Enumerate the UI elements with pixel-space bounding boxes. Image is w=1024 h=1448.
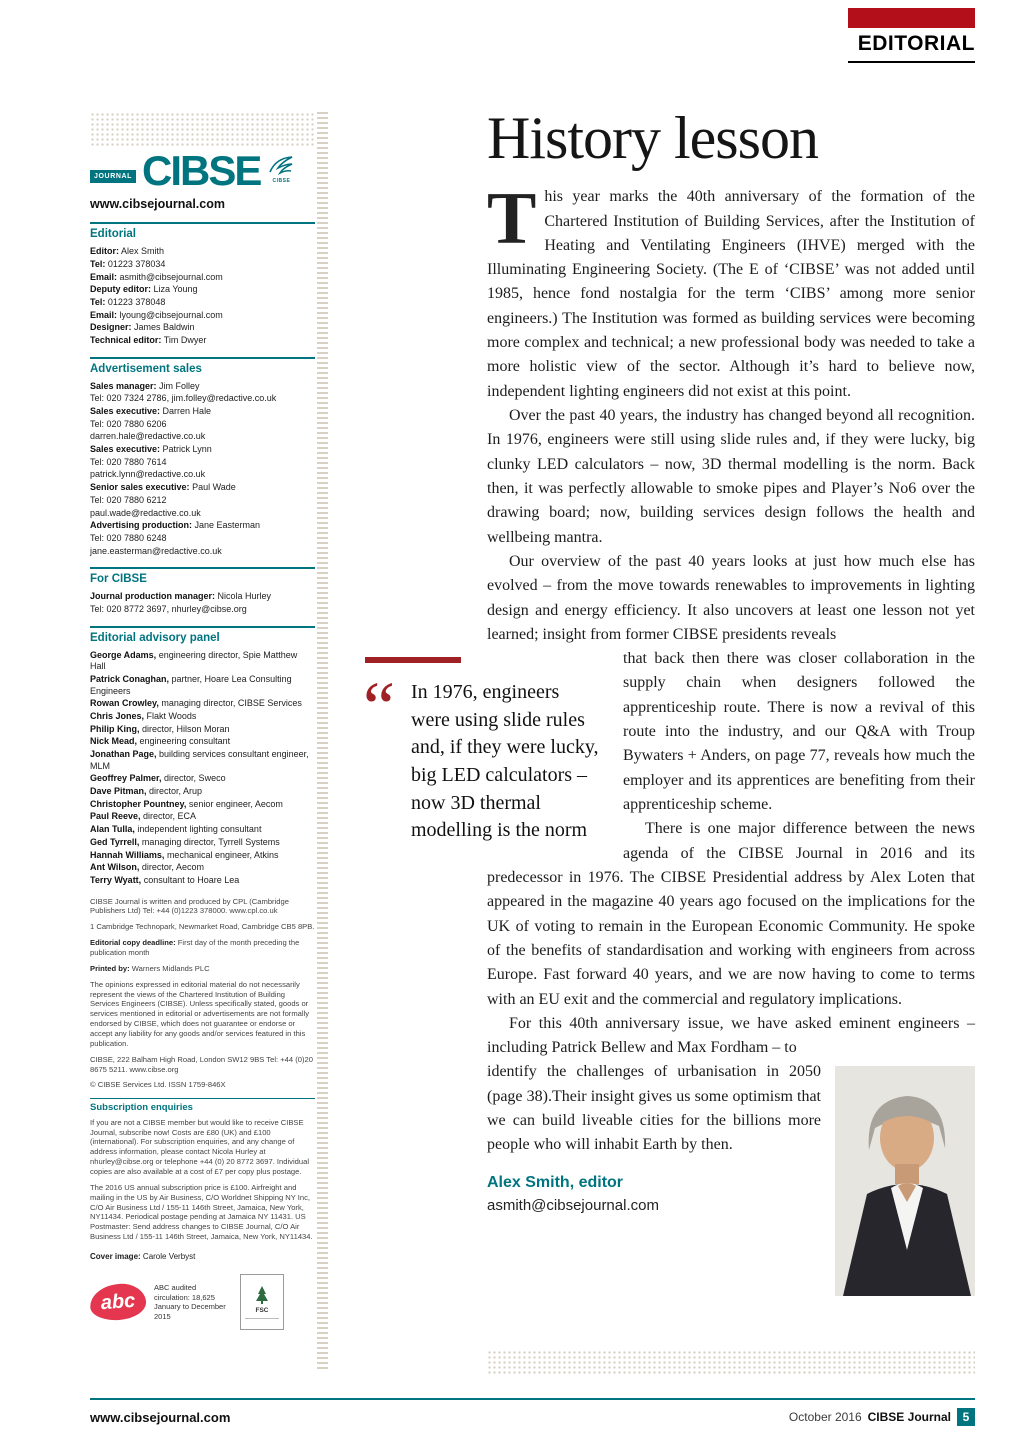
paragraph-3b: that back then there was closer collaboration in the supply chain when designers followed the apprenticeship route. There is now a revival of this route into the industry, and our Q&A with Troup Bywaters + Anders, on page 77, reveals how much the employer and its apprentices are benefiting from their apprenticeship scheme. bbox=[623, 650, 975, 813]
sidebar-line: Ged Tyrrell, managing director, Tyrrell Systems bbox=[90, 836, 280, 847]
sidebar-line: Editor: Alex Smith bbox=[90, 246, 165, 257]
fsc-label: FSC bbox=[255, 1307, 269, 1315]
sidebar-website: www.cibsejournal.com bbox=[90, 197, 225, 211]
sidebar-line: CIBSE, 222 Balham High Road, London SW12 9BS Tel: +44 (0)20 8675 5211. www.cibse.org bbox=[90, 1054, 313, 1074]
sidebar-line: Designer: James Baldwin bbox=[90, 322, 195, 333]
sidebar-line: Sales executive: Patrick Lynn bbox=[90, 444, 212, 455]
cover-credit bbox=[90, 1252, 315, 1262]
sidebar-line: Email: lyoung@cibsejournal.com bbox=[90, 309, 223, 320]
sidebar-line: darren.hale@redactive.co.uk bbox=[90, 431, 206, 442]
sidebar-line: Paul Reeve, director, ECA bbox=[90, 811, 197, 822]
bottom-dotted-strip bbox=[487, 1350, 975, 1374]
editor-portrait bbox=[835, 1066, 975, 1296]
cover-credit-text: Carole Verbyst bbox=[140, 1251, 196, 1261]
sidebar-line: Jonathan Page, building services consultant engineer, MLM bbox=[90, 749, 309, 771]
sidebar-line: Email: asmith@cibsejournal.com bbox=[90, 271, 223, 282]
sidebar-line: Sales manager: Jim Folley bbox=[90, 380, 200, 391]
sidebar-section-heading: Editorial advisory panel bbox=[90, 626, 315, 646]
footer-issue-block bbox=[789, 1408, 975, 1426]
sidebar-line: paul.wade@redactive.co.uk bbox=[90, 507, 201, 518]
sidebar-line: Tel: 020 7880 7614 bbox=[90, 456, 167, 467]
sidebar-line: Tel: 020 8772 3697, nhurley@cibse.org bbox=[90, 603, 247, 614]
sidebar-line: Chris Jones, Flakt Woods bbox=[90, 710, 197, 721]
sidebar-line: Advertising production: Jane Easterman bbox=[90, 520, 261, 531]
footer-journal-name: CIBSE Journal bbox=[867, 1410, 951, 1424]
sidebar-line: Ant Wilson, director, Aecom bbox=[90, 862, 204, 873]
sidebar-line: 1 Cambridge Technopark, Newmarket Road, Cambridge CB5 8PB. bbox=[90, 922, 315, 932]
editorial-header bbox=[848, 8, 975, 63]
fsc-caption bbox=[245, 1318, 279, 1320]
sidebar-line: Patrick Conaghan, partner, Hoare Lea Consulting Engineers bbox=[90, 673, 292, 696]
sidebar-line: Philip King, director, Hilson Moran bbox=[90, 723, 230, 734]
sidebar-line: Printed by: Warners Midlands PLC bbox=[90, 963, 210, 973]
sidebar-section-heading: Advertisement sales bbox=[90, 357, 315, 377]
cover-credit-label: Cover image: bbox=[90, 1251, 141, 1261]
pull-quote-body bbox=[365, 679, 603, 845]
article-title: History lesson bbox=[487, 105, 818, 171]
paragraph-1: This year marks the 40th anniversary of the formation of the Chartered Institution of Building Services, after the Institution of Heating and Ventilating Engineers (IHVE) merged with the Illuminating Engineering Society. (The E of ‘CIBSE’ was not added until 1985, hence fond nostalgia for the term ‘CIBS’ among more senior engineers.) The Institution was formed as building services were becoming more complex and technical; a new professional body was needed to take a more holistic view of the sector. Although it’s hard to believe now, independent lighting engineers did not exist at this point. bbox=[487, 178, 975, 400]
sidebar-section-heading: For CIBSE bbox=[90, 567, 315, 587]
sidebar-line: Technical editor: Tim Dwyer bbox=[90, 335, 207, 345]
logo-journal-tag: JOURNAL bbox=[90, 170, 136, 183]
red-bar bbox=[848, 8, 975, 28]
sidebar-line: Terry Wyatt, consultant to Hoare Lea bbox=[90, 874, 240, 885]
sidebar-line: Geoffrey Palmer, director, Sweco bbox=[90, 773, 226, 784]
page-number-badge: 5 bbox=[957, 1408, 975, 1426]
crest-caption: CIBSE bbox=[272, 178, 291, 184]
subscription-paragraphs bbox=[90, 1118, 315, 1242]
drop-cap: T bbox=[487, 178, 537, 261]
sidebar-line: patrick.lynn@redactive.co.uk bbox=[90, 469, 206, 480]
footer-website: www.cibsejournal.com bbox=[90, 1409, 231, 1425]
sidebar-line: Senior sales executive: Paul Wade bbox=[90, 482, 236, 493]
subscription-heading: Subscription enquiries bbox=[90, 1098, 315, 1114]
circulation-row bbox=[90, 1274, 315, 1330]
article bbox=[411, 105, 975, 1300]
sidebar-line: jane.easterman@redactive.co.uk bbox=[90, 545, 222, 556]
abc-logo-icon: abc bbox=[89, 1282, 147, 1322]
pull-quote bbox=[365, 657, 603, 845]
paragraph-3a: Our overview of the past 40 years looks at just how much else has evolved – from the move towards renewables to improvements in lighting design and energy efficiency. It also uncovers at least one lesson not yet learned; insight from former CIBSE presidents reveals bbox=[487, 552, 975, 643]
fsc-logo-icon bbox=[240, 1274, 284, 1330]
pull-quote-rule bbox=[365, 657, 461, 663]
sidebar-line: Tel: 01223 378034 bbox=[90, 258, 166, 269]
page-footer bbox=[90, 1398, 975, 1426]
article-body bbox=[411, 178, 975, 1214]
cibse-journal-logo bbox=[90, 147, 315, 195]
sidebar-line: Tel: 01223 378048 bbox=[90, 296, 166, 307]
sidebar-line: Journal production manager: Nicola Hurley bbox=[90, 591, 272, 602]
sidebar-section-heading: Editorial bbox=[90, 222, 315, 242]
quote-icon bbox=[363, 675, 395, 740]
cibse-crest-icon bbox=[266, 154, 296, 188]
pull-quote-text: In 1976, engineers were using slide rules and, if they were lucky, big LED calculators – now 3D thermal modelling is the norm bbox=[411, 681, 599, 842]
sidebar-line: Tel: 020 7880 6248 bbox=[90, 532, 167, 543]
sidebar-line: If you are not a CIBSE member but would like to receive CIBSE Journal, subscribe now! Costs are £80 (UK) and £100 (international). For subscription enquiries, and any change of address information, please contact Nicola Hurley at nhurley@cibse.org or telephone +44 (0) 20 8772 3697. Individual copies are also available at a cost of £7 per copy plus postage. bbox=[90, 1117, 310, 1176]
editor-name: Alex Smith, editor bbox=[487, 1173, 624, 1191]
sidebar-line: The opinions expressed in editorial material do not necessarily represent the views of the Chartered Institution of Building Services Engineers (CIBSE). Unless specifically stated, goods or services mentioned in editorial or advertisements are not formally endorsed by CIBSE, which does not guarantee or endorse or accept any liability for any goods and/or services featured in this publication. bbox=[90, 979, 310, 1048]
sidebar-line: Tel: 020 7880 6206 bbox=[90, 418, 167, 429]
sidebar-line: CIBSE Journal is written and produced by CPL (Cambridge Publishers Ltd) Tel: +44 (0)1223 378000. www.cpl.co.uk bbox=[90, 896, 289, 916]
abc-circulation-text: ABC audited circulation: 18,625 January to December 2015 bbox=[154, 1282, 226, 1322]
paragraph-2: Over the past 40 years, the industry has changed beyond all recognition. In 1976, engineers were still using slide rules and, if they were lucky, big clunky LED calculators – now, 3D thermal modelling is the norm. Back then, it was perfectly allowable to smoke pipes and Player’s No6 over the drawing board; now, building services design follows the health and wellbeing mantra. bbox=[487, 407, 975, 546]
sidebar-line: Rowan Crowley, managing director, CIBSE Services bbox=[90, 698, 302, 709]
paragraph-5b: identify the challenges of urbanisation in 2050 (page 38).Their insight gives us some optimism that we can build liveable cities for the billions more people who will inhabit Earth by then. bbox=[487, 1063, 821, 1154]
editor-email: asmith@cibsejournal.com bbox=[487, 1196, 659, 1214]
vertical-dotted-divider bbox=[317, 112, 328, 1372]
sidebar-line: Tel: 020 7880 6212 bbox=[90, 494, 167, 505]
sidebar-sections bbox=[90, 222, 315, 886]
sidebar-line: Alan Tulla, independent lighting consultant bbox=[90, 824, 262, 835]
sidebar-line: The 2016 US annual subscription price is £100. Airfreight and mailing in the US by Air Business, C/O Worldnet Shipping NY Inc, C/O Air Business Ltd / 155-11 146th Street, Jamaica, New York, NY11434. Periodical postage pending at Jamaica NY 11431. US Postmaster: Send address changes to CIBSE Journal, C/O Air Business Ltd / 155-11 146th Street, Jamaica, New York, NY11434. bbox=[90, 1182, 313, 1242]
sidebar bbox=[90, 112, 315, 1330]
footer-issue-date: October 2016 bbox=[788, 1410, 862, 1424]
top-dotted-block bbox=[90, 112, 315, 146]
sidebar-smallprint bbox=[90, 897, 315, 1091]
sidebar-line: © CIBSE Services Ltd. ISSN 1759-846X bbox=[90, 1080, 226, 1090]
section-label: EDITORIAL bbox=[848, 32, 975, 63]
paragraph-4: There is one major difference between the news agenda of the CIBSE Journal in 2016 and its predecessor in 1976. The CIBSE Presidential address by Alex Loten that appeared in the magazine 40 years ago focused on the implications for the UK of voting to remain in the European Economic Community. He spoke of the benefits of standardisation and working with engineers from across Europe. Fast forward 40 years, and we are now having to come to terms with an EU exit and the commercial and regulatory implications. bbox=[487, 820, 975, 1008]
sidebar-line: Tel: 020 7324 2786, jim.folley@redactive.co.uk bbox=[90, 393, 277, 404]
sidebar-line: Sales executive: Darren Hale bbox=[90, 406, 212, 416]
sidebar-line: Deputy editor: Liza Young bbox=[90, 284, 198, 295]
sidebar-line: Nick Mead, engineering consultant bbox=[90, 736, 231, 747]
paragraph-5a: For this 40th anniversary issue, we have asked eminent engineers – including Patrick Bellew and Max Fordham – to bbox=[487, 1014, 975, 1057]
sidebar-line: Christopher Pountney, senior engineer, Aecom bbox=[90, 798, 283, 809]
sidebar-line: Hannah Williams, mechanical engineer, Atkins bbox=[90, 849, 279, 860]
sidebar-line: Dave Pitman, director, Arup bbox=[90, 786, 203, 797]
sidebar-line: George Adams, engineering director, Spie Matthew Hall bbox=[90, 649, 298, 672]
sidebar-line: Editorial copy deadline: First day of the month preceding the publication month bbox=[90, 938, 300, 957]
logo-cibse-wordmark: CIBSE bbox=[142, 147, 261, 195]
